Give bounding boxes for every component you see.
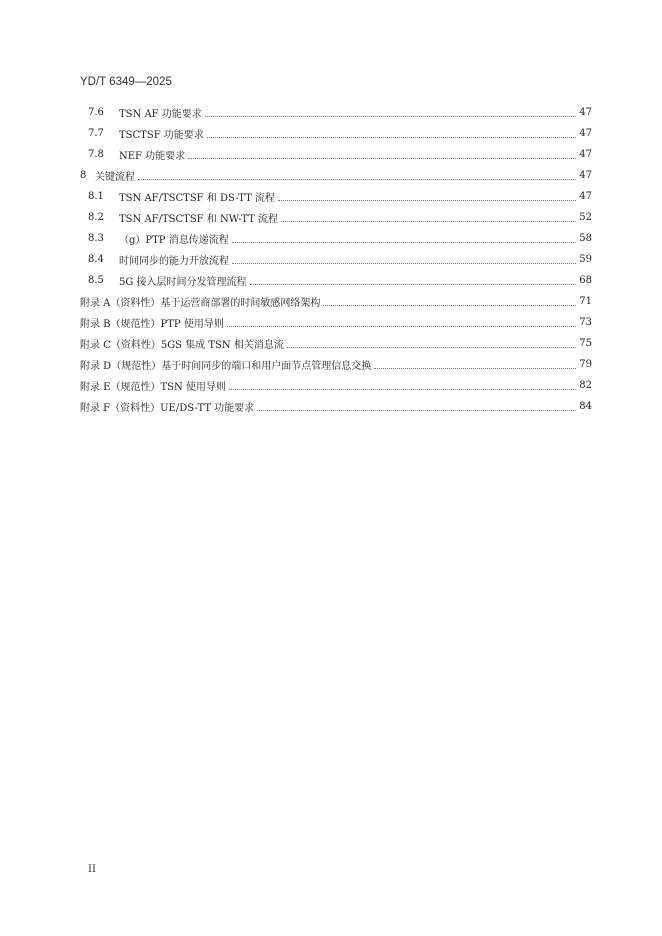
- toc-number: 8.4: [88, 254, 104, 265]
- table-of-contents: [80, 102, 592, 417]
- toc-page: 68: [579, 275, 592, 286]
- toc-leader-dots: [281, 221, 576, 222]
- toc-page: 71: [579, 296, 592, 307]
- toc-title: 附录 F（资料性）UE/DS-TT 功能要求: [80, 403, 255, 414]
- toc-page: 47: [579, 149, 592, 160]
- toc-leader-dots: [374, 368, 576, 369]
- page-number-footer: II: [88, 864, 96, 875]
- toc-leader-dots: [138, 179, 576, 180]
- toc-leader-dots: [257, 410, 576, 411]
- toc-page: 59: [579, 254, 592, 265]
- toc-page: 82: [579, 380, 592, 391]
- toc-entry[interactable]: [80, 165, 592, 186]
- toc-leader-dots: [278, 200, 576, 201]
- toc-title: 时间同步的能力开放流程: [119, 256, 229, 267]
- toc-number: 8.3: [88, 233, 104, 244]
- toc-entry[interactable]: [80, 270, 592, 291]
- toc-entry[interactable]: [80, 102, 592, 123]
- toc-page: 79: [579, 359, 592, 370]
- toc-title: 附录 D（规范性）基于时间同步的端口和用户面节点管理信息交换: [80, 361, 372, 372]
- toc-title: NEF 功能要求: [119, 151, 186, 162]
- toc-leader-dots: [232, 242, 576, 243]
- toc-title: 附录 C（资料性）5GS 集成 TSN 相关消息流: [80, 340, 284, 351]
- toc-entry[interactable]: [80, 123, 592, 144]
- toc-number: 8: [80, 170, 87, 181]
- toc-page: 47: [579, 191, 592, 202]
- toc-page: 47: [579, 107, 592, 118]
- toc-entry[interactable]: [80, 144, 592, 165]
- toc-page: 75: [579, 338, 592, 349]
- toc-title: 关键流程: [95, 172, 135, 183]
- toc-title: TSN AF/TSCTSF 和 DS-TT 流程: [119, 193, 275, 204]
- toc-entry-appendix[interactable]: [80, 375, 592, 396]
- toc-page: 52: [579, 212, 592, 223]
- toc-entry-appendix[interactable]: [80, 354, 592, 375]
- toc-leader-dots: [323, 305, 576, 306]
- toc-entry-appendix[interactable]: [80, 291, 592, 312]
- toc-number: 8.5: [88, 275, 104, 286]
- toc-number: 8.2: [88, 212, 104, 223]
- toc-entry-appendix[interactable]: [80, 312, 592, 333]
- document-id-header: YD/T 6349—2025: [80, 76, 172, 88]
- toc-leader-dots: [287, 347, 576, 348]
- toc-page: 47: [579, 170, 592, 181]
- toc-title: 附录 E（规范性）TSN 使用导则: [80, 382, 226, 393]
- toc-title: 附录 A（资料性）基于运营商部署的时间敏感网络架构: [80, 298, 321, 309]
- toc-title: TSN AF/TSCTSF 和 NW-TT 流程: [119, 214, 278, 225]
- toc-title: 附录 B（规范性）PTP 使用导则: [80, 319, 224, 330]
- toc-number: 7.6: [88, 107, 104, 118]
- toc-page: 47: [579, 128, 592, 139]
- toc-entry-appendix[interactable]: [80, 333, 592, 354]
- toc-number: 7.8: [88, 149, 104, 160]
- toc-entry[interactable]: [80, 228, 592, 249]
- toc-leader-dots: [232, 263, 576, 264]
- toc-number: 8.1: [88, 191, 104, 202]
- toc-title: TSN AF 功能要求: [119, 109, 202, 120]
- toc-title: 5G 接入层时间分发管理流程: [119, 277, 247, 288]
- toc-leader-dots: [229, 389, 576, 390]
- toc-page: 58: [579, 233, 592, 244]
- toc-title: （g）PTP 消息传递流程: [119, 235, 229, 246]
- toc-entry[interactable]: [80, 207, 592, 228]
- toc-leader-dots: [227, 326, 576, 327]
- toc-entry-appendix[interactable]: [80, 396, 592, 417]
- toc-entry[interactable]: [80, 249, 592, 270]
- toc-entry[interactable]: [80, 186, 592, 207]
- toc-leader-dots: [250, 284, 576, 285]
- toc-number: 7.7: [88, 128, 104, 139]
- toc-page: 84: [579, 401, 592, 412]
- toc-leader-dots: [207, 137, 576, 138]
- toc-leader-dots: [188, 158, 576, 159]
- toc-title: TSCTSF 功能要求: [119, 130, 204, 141]
- toc-page: 73: [579, 317, 592, 328]
- toc-leader-dots: [205, 116, 576, 117]
